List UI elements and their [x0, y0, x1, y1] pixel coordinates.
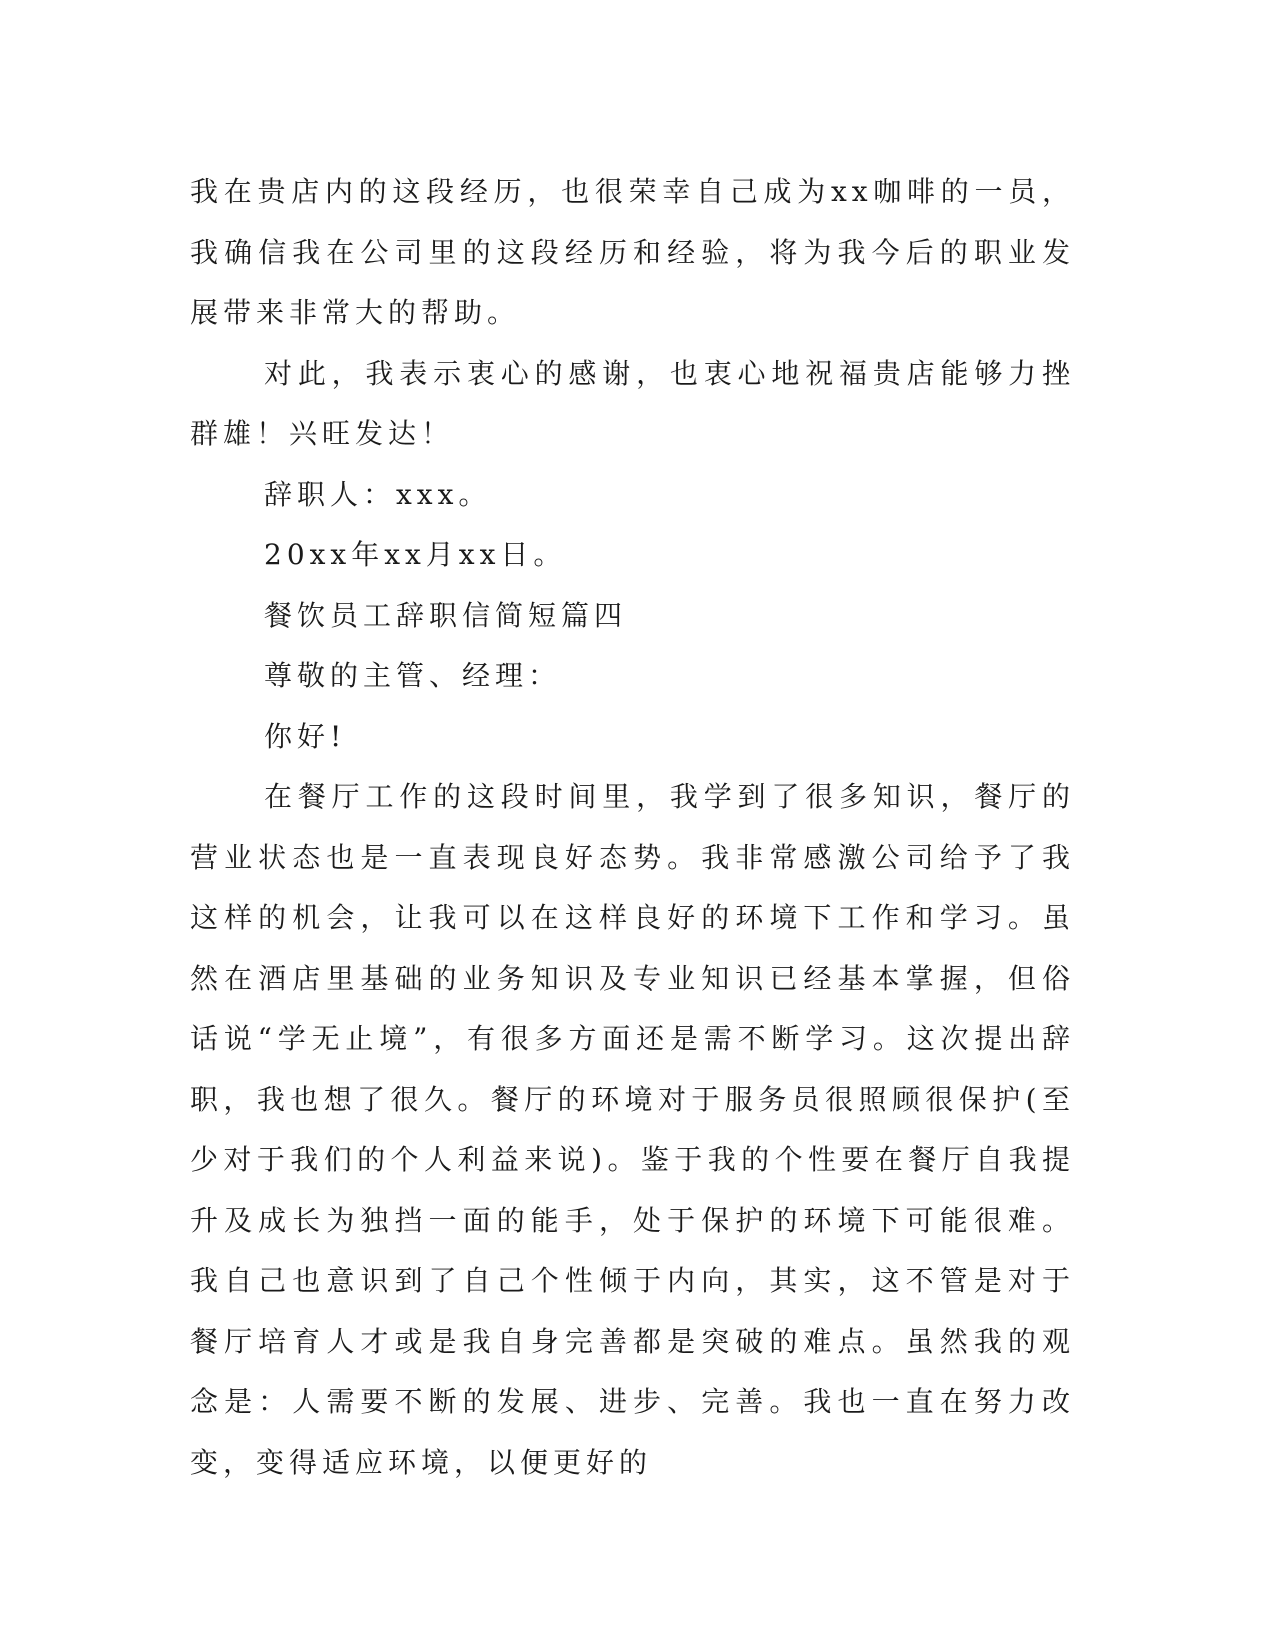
signature-date: 20xx年xx月xx日。 [264, 538, 567, 571]
paragraph-experience: 我在贵店内的这段经历，也很荣幸自己成为xx咖啡的一员，我确信我在公司里的这段经历和经验，将为我今后的职业发展带来非常大的帮助。 [190, 175, 1075, 329]
greeting: 你好! [264, 719, 347, 753]
section-heading: 餐饮员工辞职信简短篇四 [264, 598, 628, 632]
document-body [190, 162, 1075, 1493]
signature-resigner: 辞职人：xxx。 [264, 477, 492, 511]
paragraph-body: 在餐厅工作的这段时间里，我学到了很多知识，餐厅的营业状态也是一直表现良好态势。我非常感激公司给予了我这样的机会，让我可以在这样良好的环境下工作和学习。虽然在酒店里基础的业务知识及专业知识已经基本掌握，但俗话说“学无止境”，有很多方面还是需不断学习。这次提出辞职，我也想了很久。餐厅的环境对于服务员很照顾很保护(至少对于我们的个人利益来说)。鉴于我的个性要在餐厅自我提升及成长为独挡一面的能手，处于保护的环境下可能很难。我自己也意识到了自己个性倾于内向，其实，这不管是对于餐厅培育人才或是我自身完善都是突破的难点。虽然我的观念是：人需要不断的发展、进步、完善。我也一直在努力改变，变得适应环境，以便更好的 [190, 780, 1075, 1479]
salutation: 尊敬的主管、经理： [264, 659, 562, 692]
paragraph-thanks: 对此，我表示衷心的感谢，也衷心地祝福贵店能够力挫群雄！兴旺发达！ [190, 356, 1075, 450]
